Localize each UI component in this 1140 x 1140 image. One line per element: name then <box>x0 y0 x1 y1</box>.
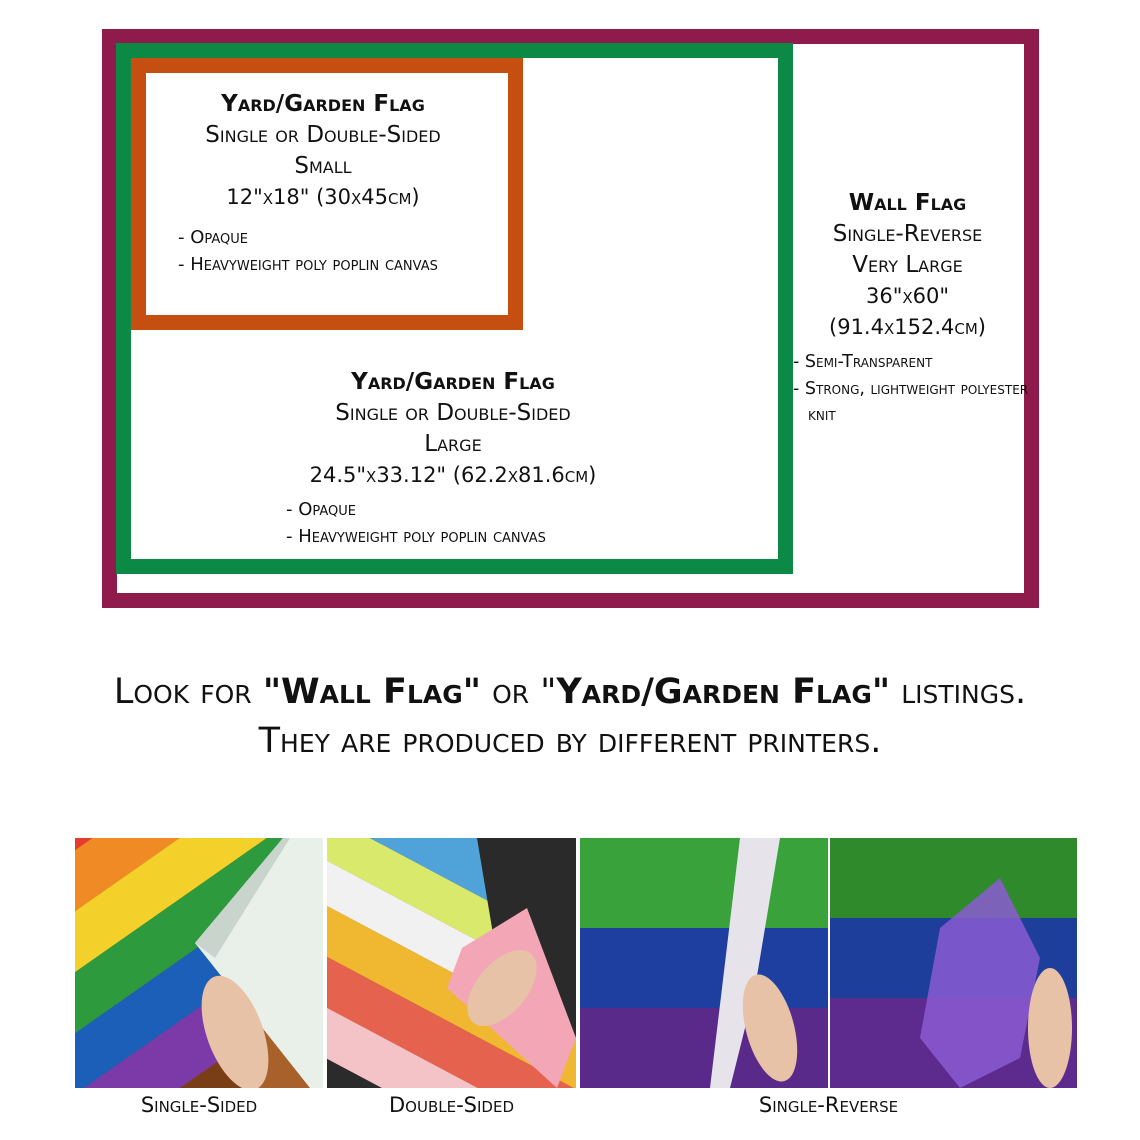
wall-flag-info <box>800 188 1015 343</box>
wall-flag-title: Wall Flag <box>848 190 967 216</box>
small-flag-title: Yard/Garden Flag <box>221 91 425 117</box>
large-flag-size-name: Large <box>424 431 482 457</box>
single-sided-photo <box>75 838 323 1088</box>
wall-flag-feature: - Semi-Transparent <box>793 352 933 372</box>
listing-notice-line1 <box>0 668 1140 717</box>
large-flag-info <box>258 367 648 491</box>
large-flag-dimensions: 24.5"x33.12" (62.2x81.6cm) <box>309 463 597 487</box>
small-flag-info <box>146 89 500 213</box>
caption-double-sided: Double-Sided <box>389 1093 514 1117</box>
notice-pre: Look for <box>113 672 263 712</box>
small-flag-features <box>178 225 498 278</box>
small-flag-dimensions: 12"x18" (30x45cm) <box>226 185 420 209</box>
single-reverse-photo <box>580 838 1077 1088</box>
notice-yard-flag: Yard/Garden Flag" <box>556 672 891 712</box>
small-flag-sides: Single or Double-Sided <box>205 122 441 148</box>
double-sided-photo <box>327 838 576 1088</box>
wall-flag-dimensions-imperial: 36"x60" <box>865 284 950 308</box>
caption-single-sided: Single-Sided <box>140 1093 258 1117</box>
notice-wall-flag: "Wall Flag" <box>262 672 481 712</box>
caption-single-reverse: Single-Reverse <box>758 1093 899 1117</box>
small-flag-size-name: Small <box>294 153 352 179</box>
wall-flag-dimensions-metric: (91.4x152.4cm) <box>829 315 986 339</box>
small-flag-feature: - Heavyweight poly poplin canvas <box>178 253 438 275</box>
wall-flag-feature: - Strong, lightweight polyester knit <box>793 378 1029 425</box>
large-flag-sides: Single or Double-Sided <box>335 400 571 426</box>
large-flag-title: Yard/Garden Flag <box>351 369 555 395</box>
wall-flag-sides: Single-Reverse <box>832 221 983 247</box>
large-flag-feature: - Opaque <box>286 499 357 520</box>
listing-notice-line2: They are produced by different printers. <box>258 721 882 761</box>
large-flag-feature: - Heavyweight poly poplin canvas <box>286 525 546 547</box>
large-flag-features <box>286 497 766 550</box>
notice-mid: or " <box>481 672 557 712</box>
wall-flag-features <box>793 349 1033 429</box>
small-flag-feature: - Opaque <box>178 227 249 248</box>
wall-flag-size-name: Very Large <box>852 252 963 278</box>
listing-notice <box>0 668 1140 766</box>
notice-post: listings. <box>890 672 1027 712</box>
